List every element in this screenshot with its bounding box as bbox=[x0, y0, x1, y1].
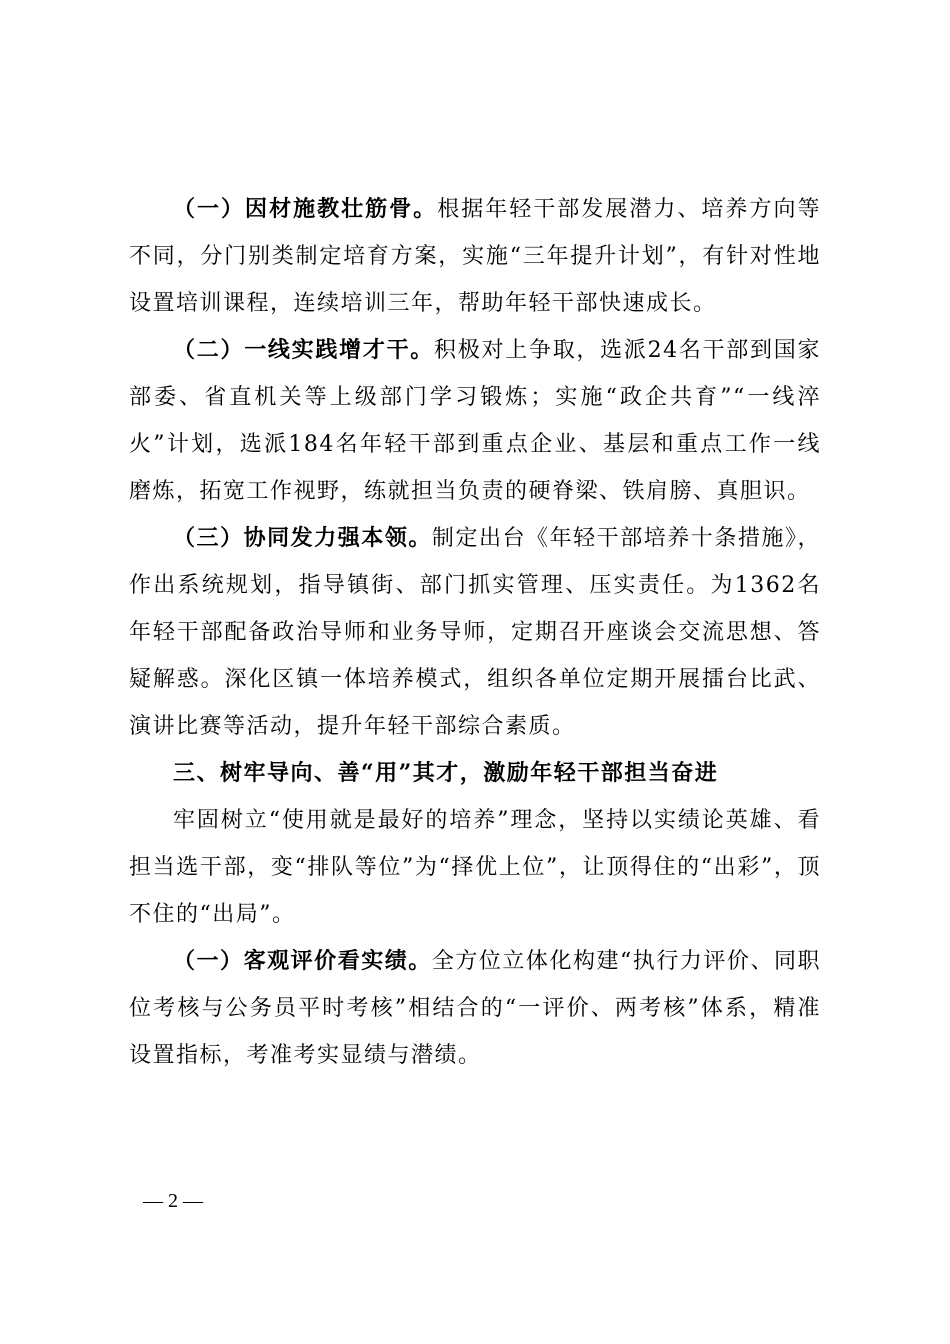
page-number: — 2 — bbox=[143, 1190, 203, 1212]
paragraph-lead: （二）一线实践增才干。 bbox=[173, 337, 435, 363]
paragraph-2 bbox=[129, 327, 821, 515]
paragraph-text: 积极对上争取，选派24名干部到国家部委、省直机关等上级部门学习锻炼；实施“政企共育”“一线淬火”计划，选派184名年轻干部到重点企业、基层和重点工作一线磨炼，拓宽工作视野，练就担当负责的硬脊梁、铁肩膀、真胆识。 bbox=[129, 338, 821, 504]
document-body bbox=[129, 186, 821, 1079]
paragraph-text: 制定出台《年轻干部培养十条措施》，作出系统规划，指导镇街、部门抓实管理、压实责任。为1362名年轻干部配备政治导师和业务导师，定期召开座谈会交流思想、答疑解惑。深化区镇一体培养模式，组织各单位定期开展擂台比武、演讲比赛等活动，提升年轻干部综合素质。 bbox=[129, 526, 821, 739]
paragraph-lead: （一）客观评价看实绩。 bbox=[173, 948, 432, 974]
paragraph-1 bbox=[129, 186, 821, 327]
paragraph-text: 根据年轻干部发展潜力、培养方向等不同，分门别类制定培育方案，实施“三年提升计划”，有针对性地设置培训课程，连续培训三年，帮助年轻干部快速成长。 bbox=[129, 197, 821, 316]
paragraph-4 bbox=[129, 938, 821, 1079]
paragraph-3 bbox=[129, 515, 821, 750]
paragraph-lead: （三）协同发力强本领。 bbox=[173, 525, 432, 551]
section-intro: 牢固树立“使用就是最好的培养”理念，坚持以实绩论英雄、看担当选干部，变“排队等位”为“择优上位”，让顶得住的“出彩”，顶不住的“出局”。 bbox=[129, 808, 821, 927]
paragraph-text: 全方位立体化构建“执行力评价、同职位考核与公务员平时考核”相结合的“一评价、两考核”体系，精准设置指标，考准考实显绩与潜绩。 bbox=[129, 949, 821, 1068]
paragraph-lead: （一）因材施教壮筋骨。 bbox=[173, 196, 438, 222]
section-heading: 三、树牢导向、善“用”其才，激励年轻干部担当奋进 bbox=[173, 760, 719, 786]
